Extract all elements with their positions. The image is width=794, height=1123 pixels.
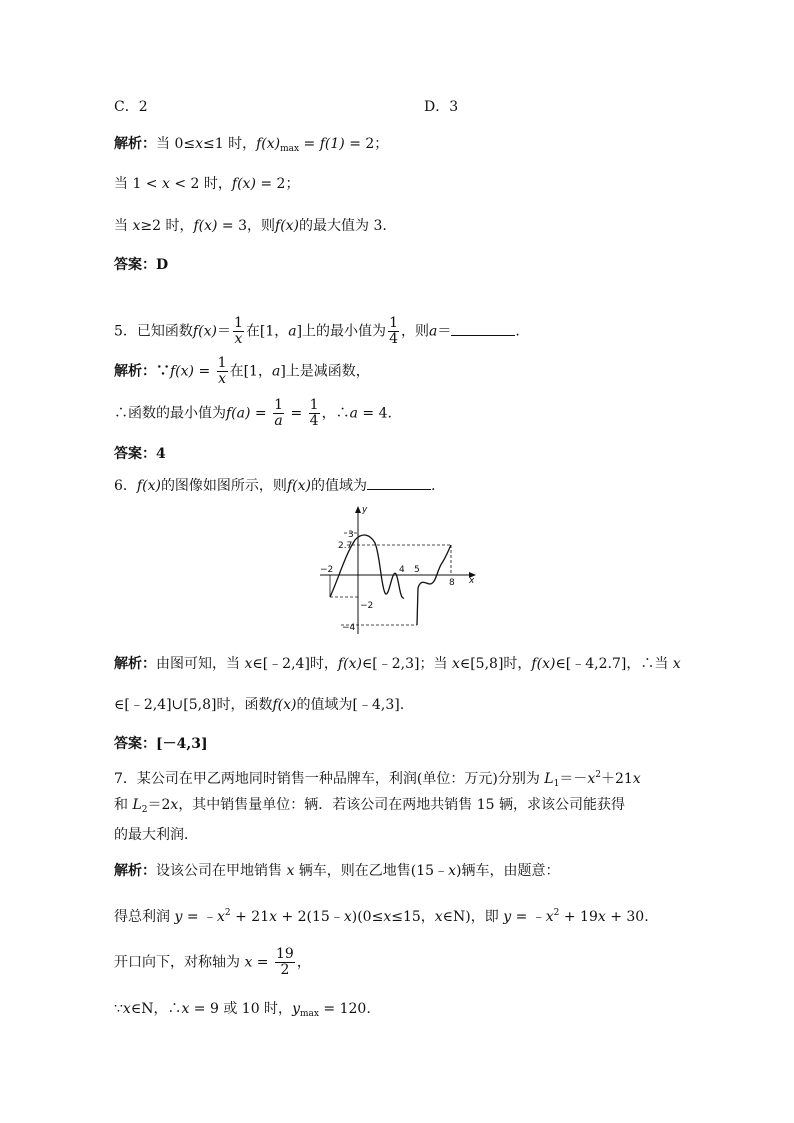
y-axis-label: y <box>362 505 368 515</box>
graph-labels <box>320 505 475 633</box>
q7-analysis-line1: 解析：设该公司在甲地销售 x 辆车，则在乙地售(15﹣x)辆车，由题意： <box>114 863 560 879</box>
tick-label-8: 8 <box>449 578 455 588</box>
q7-analysis-line4: ∵x∈N，∴x = 9 或 10 时，$y_{max} = 120$. <box>114 1001 371 1019</box>
fraction-1-over-4: $\frac{1}{4}$ <box>389 315 398 347</box>
q7-analysis-line3: 开口向下，对称轴为 x = $\frac{19}{2}$ ， <box>114 946 311 978</box>
tick-label-neg2-x: −2 <box>320 565 334 575</box>
q5-analysis-line2: ∴函数的最小值为f(a) = $\frac{1}{a}$ = $\frac{1}{4}$ ，∴a = 4. <box>114 397 392 429</box>
graph-axes <box>320 510 472 634</box>
tick-label-2.7: 2.7 <box>338 541 353 551</box>
q6-question: 6．f(x)的图像如图所示，则f(x)的值域为 . <box>114 478 436 494</box>
q7-question-line2: 和 $L_2=2x$，其中销售量单位：辆．若该公司在两地共销售 15 辆，求该公司能获得 <box>114 797 626 815</box>
x-axis-label: x <box>469 576 475 586</box>
fraction-19-over-2: $\frac{19}{2}$ <box>276 946 294 978</box>
analysis-label: 解析： <box>114 136 156 152</box>
q7-question-line1: 7．某公司在甲乙两地同时销售一种品牌车，利润(单位：万元)分别为 $L_1=-x^2+21x$ <box>114 770 641 789</box>
tick-label-4: 4 <box>399 565 405 575</box>
q5-question: 5．已知函数f(x)＝ $\frac{1}{x}$ 在[1，a]上的最小值为 $\frac{1}{4}$ ，则a＝ . <box>114 315 520 347</box>
q7-question-line3: 的最大利润． <box>114 827 198 843</box>
q4-answer: 答案：D <box>114 257 169 273</box>
q5-answer: 答案：4 <box>114 446 166 462</box>
answer-blank <box>451 323 515 336</box>
option-d: D．3 <box>424 99 459 115</box>
function-graph <box>300 500 490 640</box>
y-axis-arrow <box>355 506 361 513</box>
q4-analysis-line1: 解析：当 0≤x≤1 时，$f(x)_{max} = f(1) = 2$； <box>114 136 389 154</box>
tick-label-neg2-y: −2 <box>360 601 374 611</box>
q6-answer: 答案：[－4,3] <box>114 736 208 752</box>
option-c: C．2 <box>114 99 148 115</box>
q6-analysis-line1: 解析：由图可知，当 x∈[﹣2,4]时，f(x)∈[﹣2,3]；当 x∈[5,8]时，f(x)∈[﹣4,2.7]，∴当 x <box>114 656 681 672</box>
fraction-1-over-x: $\frac{1}{x}$ <box>233 315 243 347</box>
tick-label-neg4: −4 <box>342 623 356 633</box>
answer-blank <box>367 477 431 490</box>
q5-analysis-line1: 解析：∵f(x) = $\frac{1}{x}$ 在[1，a]上是减函数， <box>114 355 370 387</box>
tick-label-3: 3 <box>348 530 354 540</box>
q6-analysis-line2: ∈[﹣2,4]∪[5,8]时，函数f(x)的值域为[﹣4,3]. <box>114 697 405 713</box>
q4-analysis-line2: 当 1 < x < 2 时，f(x) = 2； <box>114 176 300 192</box>
q7-analysis-line2: 得总利润 $y = ﹣x^2 + 21x$ + 2(15﹣x)(0≤x≤15，x∈N)，即 $y = ﹣x^2 + 19x + 30$. <box>114 908 649 925</box>
q4-analysis-line3: 当 x≥2 时，f(x) = 3，则f(x)的最大值为 3. <box>114 218 387 234</box>
tick-label-5: 5 <box>414 565 420 575</box>
